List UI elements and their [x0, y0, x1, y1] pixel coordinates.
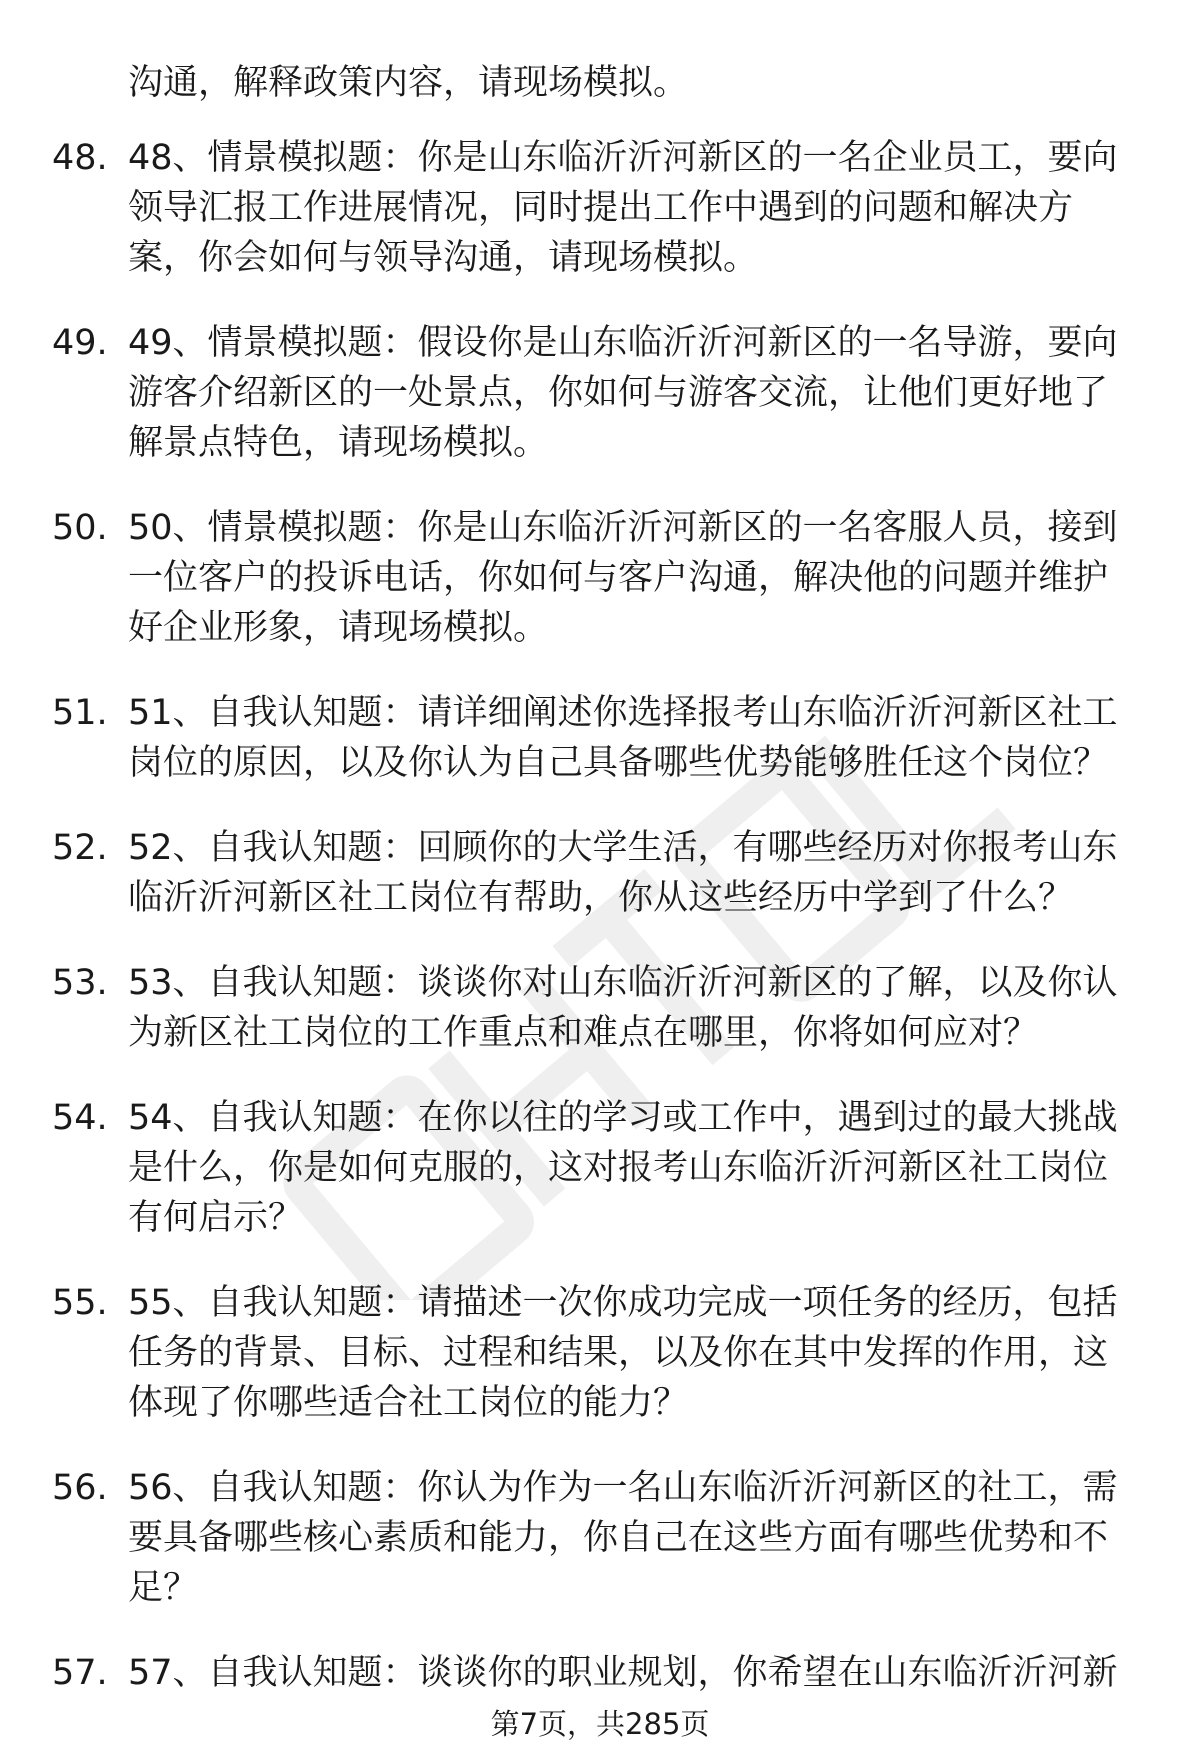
question-text — [128, 133, 1148, 283]
question-text — [128, 503, 1148, 653]
question-line: 领导汇报工作进展情况，同时提出工作中遇到的问题和解决方 — [128, 188, 1074, 228]
question-line: 好企业形象，请现场模拟。 — [128, 608, 549, 648]
question-line: 要具备哪些核心素质和能力，你自己在这些方面有哪些优势和不 — [128, 1518, 1109, 1558]
page-footer: 第7页，共285页 — [490, 1707, 710, 1741]
continuation-text: 沟通，解释政策内容，请现场模拟。 — [128, 63, 689, 103]
question-line: 48、情景模拟题：你是山东临沂沂河新区的一名企业员工，要向 — [128, 138, 1118, 178]
question-text — [128, 958, 1148, 1058]
question-line: 是什么，你是如何克服的，这对报考山东临沂沂河新区社工岗位 — [128, 1148, 1109, 1188]
question-number: 55. — [52, 1283, 108, 1323]
question-line: 一位客户的投诉电话，你如何与客户沟通，解决他的问题并维护 — [128, 558, 1109, 598]
question-text — [128, 1278, 1148, 1428]
question-line: 50、情景模拟题：你是山东临沂沂河新区的一名客服人员，接到 — [128, 508, 1118, 548]
question-line: 57、自我认知题：谈谈你的职业规划，你希望在山东临沂沂河新 — [128, 1653, 1118, 1693]
question-number: 53. — [52, 963, 108, 1003]
question-number: 57. — [52, 1653, 108, 1693]
question-number: 51. — [52, 693, 108, 733]
question-number: 48. — [52, 138, 108, 178]
question-text — [128, 688, 1148, 788]
question-line: 54、自我认知题：在你以往的学习或工作中，遇到过的最大挑战 — [128, 1098, 1118, 1138]
question-line: 游客介绍新区的一处景点，你如何与游客交流，让他们更好地了 — [128, 373, 1109, 413]
question-text — [128, 1463, 1148, 1613]
question-line: 岗位的原因，以及你认为自己具备哪些优势能够胜任这个岗位？ — [128, 743, 1109, 783]
question-text — [128, 823, 1148, 923]
question-number: 54. — [52, 1098, 108, 1138]
question-number: 49. — [52, 323, 108, 363]
question-text — [128, 1093, 1148, 1243]
question-line: 解景点特色，请现场模拟。 — [128, 423, 549, 463]
question-number: 50. — [52, 508, 108, 548]
question-line: 53、自我认知题：谈谈你对山东临沂沂河新区的了解，以及你认 — [128, 963, 1118, 1003]
question-text — [128, 318, 1148, 468]
question-line: 临沂沂河新区社工岗位有帮助，你从这些经历中学到了什么？ — [128, 878, 1074, 918]
question-line: 52、自我认知题：回顾你的大学生活，有哪些经历对你报考山东 — [128, 828, 1118, 868]
question-line: 49、情景模拟题：假设你是山东临沂沂河新区的一名导游，要向 — [128, 323, 1118, 363]
question-line: 足？ — [128, 1568, 199, 1608]
question-line: 有何启示？ — [128, 1198, 304, 1238]
question-line: 55、自我认知题：请描述一次你成功完成一项任务的经历，包括 — [128, 1283, 1118, 1323]
question-line: 体现了你哪些适合社工岗位的能力？ — [128, 1383, 689, 1423]
question-line: 任务的背景、目标、过程和结果，以及你在其中发挥的作用，这 — [128, 1333, 1109, 1373]
question-number: 56. — [52, 1468, 108, 1508]
question-number: 52. — [52, 828, 108, 868]
question-line: 56、自我认知题：你认为作为一名山东临沂沂河新区的社工，需 — [128, 1468, 1118, 1508]
question-line: 案，你会如何与领导沟通，请现场模拟。 — [128, 238, 759, 278]
question-text — [128, 1648, 1148, 1698]
question-line: 为新区社工岗位的工作重点和难点在哪里，你将如何应对？ — [128, 1013, 1039, 1053]
question-line: 51、自我认知题：请详细阐述你选择报考山东临沂沂河新区社工 — [128, 693, 1118, 733]
